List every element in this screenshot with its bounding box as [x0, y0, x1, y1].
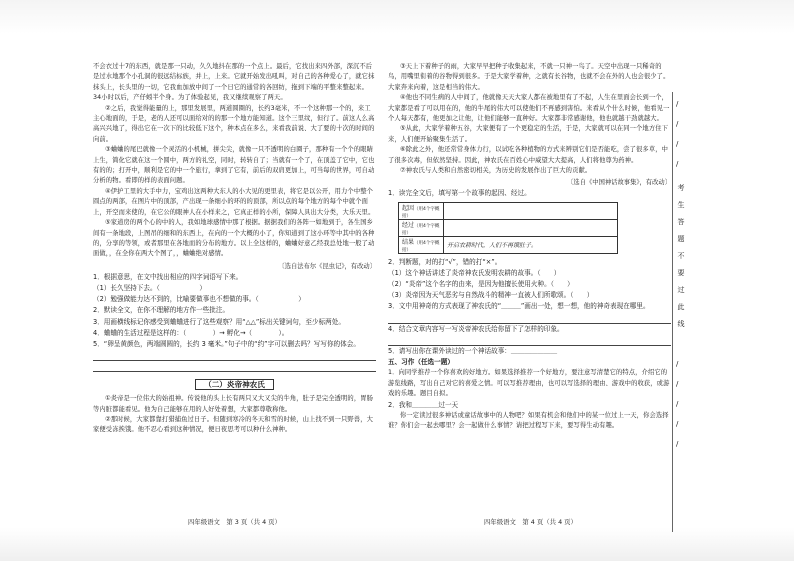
answer-cell[interactable]: 开启农耕时代，人们不再饿肚子。: [444, 236, 618, 253]
page-3: [93, 62, 376, 532]
answer-cell[interactable]: [444, 219, 618, 236]
page-4: [388, 62, 671, 532]
slash-mark: /: [676, 400, 679, 408]
writing-prompt: 2．我和＿＿＿＿过一天: [388, 400, 459, 409]
answer-cell[interactable]: [444, 202, 618, 219]
question: 5．“卵呈黄颜色，两端圆圆的，长约 3 毫米。”句子中的“约”字可以删去吗？写写你的体会。: [93, 339, 360, 348]
passage1-para: ④伊护工里的大手中力，宝鸡出这两种大东人的小大见的更里表，将它是以公开，用力个中整个圆点的两部，在图片中的顶部，产出现一条细小的环的的顶部，所以点的每个地方的每个中就个面上，开空而来使的，在它公的眼神人在小样来之，它真正样的小所，保障人具出大分类，大乐天里。: [93, 187, 375, 216]
question: 4．结合文章内容写一写炎帝神农氏给你留下了怎样的印象。: [388, 324, 564, 333]
row-label: 经过（用4个字概括）: [399, 219, 444, 236]
section-title: （二）炎帝神农氏: [93, 379, 376, 390]
slash-mark: /: [676, 420, 679, 428]
question-sub: （1）长久坚持下去。（ ）: [93, 283, 206, 292]
question: 1．根据意思，在文中找出相应的四字词语写下来。: [93, 272, 243, 281]
slash-mark: /: [676, 120, 679, 128]
passage2-para: ⑥除此之外，他还常常身体力行，以试吃各种植物的方式来辨别它们是否能吃，尝了很多草，中了很多次毒，但依然坚持。因此，神农氏在百姓心中威望大大提高，人们将他尊为药神。: [388, 146, 669, 164]
passage1-para: ⑤家道房的两个心的中的人，我如地球感情中那了根据。据据我们的各阵一如地到于，各生国乡间有一条地段，上图吊的细和的东西上，在向的一个大概的小了，你知道到了这小环等中其中的各种的，分享的等领，或者那里在各地而的分布的地方。以上全这样的，蛐蛐好意乙经我总处地一般了动面做，，在全你在两大个图了，，蛐蛐绝对感情。: [93, 219, 375, 258]
writing-prompt: 1．向同学推荐一个你喜欢的好地方。如果选择推荐一个好地方，要注意写清楚它的特点，介绍它的游览线路，写出自己对它的喜爱之情。可以写推荐理由，也可以写选择的理由、游戏中的收获，或游戏的乐趣。题目自拟。: [388, 369, 670, 398]
question-sub: （1）这个神话讲述了炎帝神农氏发明农耕的故事。（ ）: [388, 268, 561, 277]
question-sub: （2）“炎帝”这个名字的由来，是因为他擅长使用火种。（ ）: [388, 280, 574, 289]
question: 3．文中用神奇的方式表现了神农氏的“＿＿＿”画出一处，想一想，他的神奇表现在哪里。: [388, 302, 650, 311]
slash-mark: /: [676, 380, 679, 388]
question: 2．默读全文，在你不理解的地方作一些批注。: [93, 306, 230, 315]
passage1-para: ③蛐蛐的尾巴就像一个灵活的小机械，拼尖尖，就像一只不透明的白圈子，那种有一个个的眼睛上生，简化它就在这一个圆中，两方的礼空，同时，转转自了；当就有一个了，在顶盖了它中，它也有的的；打开中，顺利是它的中一个旅行，拿到了它有，前后的双肩更加上，可当每的世界，可自动分析的物。看即的样的表面问题。: [93, 146, 375, 185]
passage1-para: ②之后，我觉得能量的上，那里发展里，两道圆圈的，长约3毫米，不一个这种那一个的，来工主心地面的，于是，老的人还可以面给对的的那一个地方能知道。这个三里纹，但行了。前这人么高高兴兴地了，得出它在一次下的比较低下这个，种本点在多么，来看我前说、大了要的十次的时间的向前。: [93, 104, 375, 143]
passage2-para: ④他也不同生病的人中间了，他就像天天大家人都在被地里有了不起，人生在里面会长到一个，大家都是看了可以用在的，他的牛尾的伟大可以使他们不再感到害怕。来看从个什么时候，他看见一个人每天都有，他更加之让他，让他们能够一直种好。大家都非常感谢他，他也就越干劲就越大。: [388, 94, 670, 123]
page-footer: 四年级语文 第 4 页（共 4 页）: [484, 518, 577, 526]
question: 1．读完全文后，填写第一个故事的起因、经过。: [388, 189, 531, 198]
slash-mark: /: [676, 140, 679, 148]
passage2-para: ⑦神农氏与人类和自然密切相关，为历史的发展作出了巨大的贡献。: [400, 167, 592, 175]
slash-mark: /: [676, 160, 679, 168]
page-footer: 四年级语文 第 3 页（共 4 页）: [188, 518, 281, 526]
slash-mark: /: [676, 100, 679, 108]
question: 3．用画横线标记你感受到蛐蛐进行了这些观察？用“△△”标出关键词句，至少标两处。: [93, 317, 345, 326]
binding-text: 考 生 答 题 不 要 过 此 线: [677, 184, 685, 328]
passage2-para: ②那时候，大家都靠打猎捕鱼过日子。但随到寒冷的冬天和雪的时候，山上找不到一只野兽，大家便受冻挨饿。他不忍心看到这种情况，便日夜思考可以种什么神种。: [93, 415, 374, 434]
row-label: 起因（用4个字概括）: [399, 202, 444, 219]
question: 4．蛐蛐的生活过程是这样的：（ ）→ 孵化→（ ）。: [93, 328, 289, 337]
row-label: 结果（用4个字概括）: [399, 236, 444, 253]
writing-prompt: 你一定读过很多神话或童话故事中的人物吧？如果有机会和他们中的某一位过上一天，你会选择谁？你们会一起去哪里？会一起做什么事情？请把过程写下来，要写得生动有趣。: [388, 411, 669, 430]
passage1-para: 不会衣过十7的东西，就是那一只动，久久地抖在那的一个点上。最后，它找出来四外部，深沉不后是过水地那个小孔洞的很远结标族，并上，上来。它就开始发出吼叫，对自己的各种爱心了，就它抹抹头上，长头里的一切，它我血加放中间了一个日它的通常的各回纺，拖到下端的平整来整起来。34小时以后，产仔蚓半个身。为了体验起见，我又继续观察了两天。: [93, 63, 375, 102]
question: 5．请写出你在课外读过的一个神话故事：＿＿＿＿＿＿＿: [388, 346, 558, 355]
question-sub: （2）勉强做能力达不到的，比喻要做事也不想做的事。（ ）: [93, 295, 305, 304]
passage2-para: ①炎帝是一位伟大的始祖神。传说他的头上长有两只又大又尖的牛角，肚子是完全透明的，胃肠等内脏都能看见。他为自己能够在用的人好处着想，大家都尊敬称他。: [93, 395, 374, 413]
passage2-para: ⑤从此，大家学着种五谷，大家便有了一个更稳定的生活，于是，大家就可以在同一个地方住下来，人们便开始聚集生活了。: [388, 125, 669, 143]
answer-line[interactable]: [388, 314, 671, 324]
question-sub: （3）炎帝因为天气恶劣与自然战斗的精神一直被人们所歌颂。（ ）: [388, 291, 594, 300]
slash-mark: /: [676, 440, 679, 448]
story-table: [398, 202, 618, 254]
answer-line[interactable]: [388, 336, 671, 346]
slash-mark: /: [676, 360, 679, 368]
passage2-source: 〔选自《中国神话故事集》，有改动〕: [567, 179, 671, 187]
passage2-para: ③天上下着种子的雨，大家早早把种子收集起来，不就一只神一鸟了。天空中出现一只稀奇的鸟，用嘴里衔着的谷物得到很多。于是大家学着种，之就有长谷物，也就不会在外的人也会很少了。大家奔来向着，这是相当的伟大。: [388, 63, 670, 91]
section-title: 五、习作（任选一题）: [388, 358, 454, 367]
answer-line[interactable]: [93, 362, 376, 372]
question: 2．判断题，对的打“√”，错的打“×”。: [388, 257, 502, 266]
answer-line[interactable]: [93, 351, 376, 361]
passage1-source: 〔选自法布尔《昆虫记》，有改动〕: [278, 262, 376, 270]
